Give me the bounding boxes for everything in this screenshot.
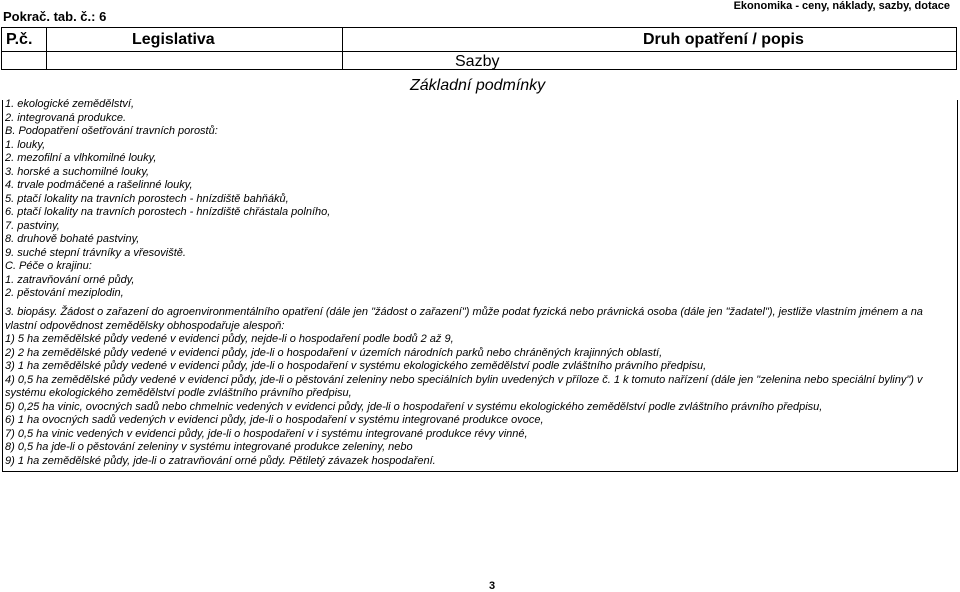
list-item: 1. zatravňování orné půdy, bbox=[5, 273, 135, 286]
column-header-pc: P.č. bbox=[2, 28, 47, 52]
empty-cell bbox=[47, 52, 343, 70]
list-item: 2. mezofilní a vlhkomilné louky, bbox=[5, 152, 157, 164]
list-item: B. Podopatření ošetřování travních porostů: bbox=[5, 125, 218, 137]
empty-cell bbox=[343, 52, 957, 70]
condition-line: 8) 0,5 ha jde-li o pěstování zeleniny v systému integrované produkce zeleniny, nebo bbox=[5, 441, 413, 453]
list-item: C. Péče o krajinu: bbox=[5, 260, 92, 272]
condition-line: 3) 1 ha zemědělské půdy vedené v evidenci půdy, jde-li o hospodaření v systému ekologického zemědělství podle zvláštního právního předpisu, bbox=[5, 360, 707, 372]
subheading-sazby: Sazby bbox=[455, 53, 500, 70]
list-item: 2. pěstování meziplodin, bbox=[5, 287, 124, 299]
list-item: 2. integrovaná produkce. bbox=[5, 111, 127, 124]
list-item: 1. louky, bbox=[5, 138, 46, 151]
list-item: 4. trvale podmáčené a rašelinné louky, bbox=[5, 179, 193, 191]
list-item: 9. suché stepní trávníky a vřesoviště. bbox=[5, 246, 186, 259]
condition-line: 6) 1 ha ovocných sadů vedených v evidenci půdy, jde-li o hospodaření v systému integrované produkce ovoce, bbox=[5, 414, 544, 426]
condition-line: 1) 5 ha zemědělské půdy vedené v evidenci půdy, nejde-li o hospodaření podle bodů 2 až 9, bbox=[5, 333, 454, 345]
list-item: 3. horské a suchomilné louky, bbox=[5, 165, 150, 178]
subheading-zakladni-podminky: Základní podmínky bbox=[410, 77, 546, 94]
condition-line: 2) 2 ha zemědělské půdy vedené v evidenci půdy, jde-li o hospodaření v územích národních parků nebo chráněných krajinných oblastí, bbox=[5, 346, 663, 359]
condition-line: 9) 1 ha zemědělské půdy, jde-li o zatravňování orné půdy. Pětiletý závazek hospodaření. bbox=[5, 454, 436, 467]
condition-line: 4) 0,5 ha zemědělské půdy vedené v evidenci půdy, jde-li o pěstování zeleniny nebo speciálních bylin uvedených v příloze č. 1 k tomuto nařízení (dále jen "zelenina nebo speciální byliny") v systému ekologického zemědělství podle zvláštního právního předpisu, bbox=[5, 373, 923, 399]
condition-line: 5) 0,25 ha vinic, ovocných sadů nebo chmelnic vedených v evidenci půdy, jde-li o hospodaření v systému ekologického zemědělství podle zvláštního právního předpisu, bbox=[5, 400, 823, 413]
page-number: 3 bbox=[489, 580, 496, 592]
list-item: 5. ptačí lokality na travních porostech - hnízdiště bahňáků, bbox=[5, 192, 289, 205]
empty-cell bbox=[2, 52, 47, 70]
condition-line: 3. biopásy. Žádost o zařazení do agroenvironmentálního opatření (dále jen "žádost o zařazení") může podat fyzická nebo právnická osoba (dále jen "žadatel"), jestliže vlastním jménem a na vlastní odpovědnost zemědělsky obhospodařuje alespoň: bbox=[5, 306, 923, 332]
section-title: Ekonomika - ceny, náklady, sazby, dotace bbox=[733, 0, 950, 12]
column-header-legislativa: Legislativa bbox=[47, 28, 343, 52]
measures-list bbox=[5, 98, 953, 301]
column-header-druh: Druh opatření / popis bbox=[343, 28, 957, 52]
list-item: 7. pastviny, bbox=[5, 219, 60, 232]
condition-line: 7) 0,5 ha vinic vedených v evidenci půdy, jde-li o hospodaření v i systému integrované produkce révy vinné, bbox=[5, 427, 528, 440]
list-item: 6. ptačí lokality na travních porostech - hnízdiště chřástala polního, bbox=[5, 206, 331, 218]
continued-table-label: Pokrač. tab. č.: 6 bbox=[3, 9, 107, 24]
list-item: 8. druhově bohaté pastviny, bbox=[5, 233, 140, 245]
conditions-text bbox=[5, 306, 955, 468]
list-item: 1. ekologické zemědělství, bbox=[5, 98, 135, 110]
